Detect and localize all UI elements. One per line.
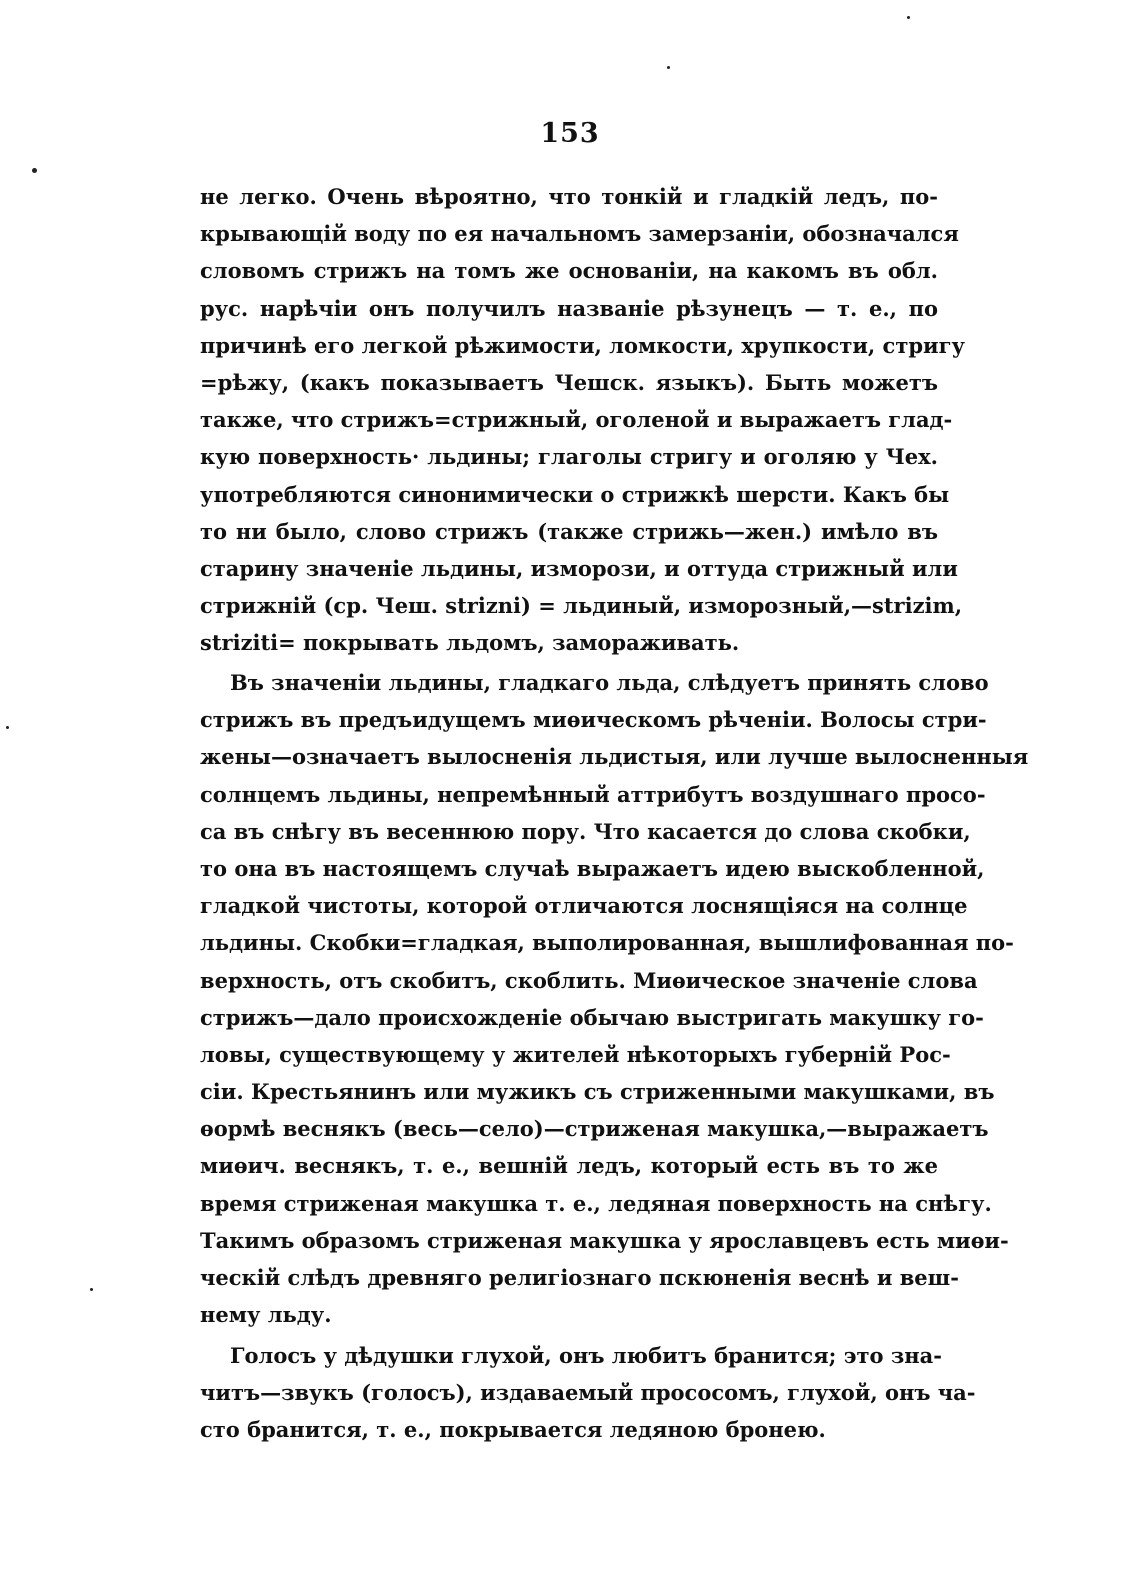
text-line: сто бранится, т. е., покрывается ледяною бронею. <box>200 1417 826 1443</box>
text-line: ловы, существующему у жителей нѣкоторыхъ губерній Рос- <box>200 1041 951 1067</box>
text-line: миѳич. веснякъ, т. е., вешній ледъ, который есть въ то же <box>200 1153 938 1179</box>
text-line: =рѣжу, (какъ показываетъ Чешск. языкъ). Быть можетъ <box>200 369 938 395</box>
text-line: стрижній (ср. Чеш. strizni) = льдиный, изморозный,—strizim, <box>200 593 963 619</box>
text-line: ческій слѣдъ древняго религіознаго пскюненія веснѣ и веш- <box>200 1265 959 1290</box>
text-line: время стриженая макушка т. е., ледяная поверхность на снѣгу. <box>200 1190 992 1216</box>
text-line: стрижъ въ предъидущемъ миѳическомъ рѣченіи. Волосы стри- <box>200 707 987 733</box>
text-line: льдины. Скобки=гладкая, выполированная, вышлифованная по- <box>200 930 1014 956</box>
text-line: то она въ настоящемъ случаѣ выражаетъ идею выскобленной, <box>200 855 985 881</box>
scan-speck <box>907 16 910 19</box>
text-line: то ни было, слово стрижъ (также стрижь—жен.) имѣло въ <box>200 518 938 544</box>
text-line: Такимъ образомъ стриженая макушка у ярославцевъ есть миѳи- <box>200 1227 1009 1253</box>
text-line: также, что стрижъ=стрижный, оголеной и выражаетъ глад- <box>200 407 953 433</box>
text-line: читъ—звукъ (голосъ), издаваемый прососомъ, глухой, онъ ча- <box>200 1380 976 1406</box>
scan-speck <box>32 168 37 173</box>
paragraph-2 <box>200 664 1029 1333</box>
text-line: солнцемъ льдины, непремѣнный аттрибутъ воздушнаго просо- <box>200 781 986 807</box>
scan-speck <box>667 66 670 69</box>
text-line: жены—означаетъ вылосненія льдистыя, или лучше вылосненныя <box>200 744 1029 770</box>
page-number: 153 <box>540 118 600 149</box>
text-line: са въ снѣгу въ весеннюю пору. Что касается до слова скобки, <box>200 818 971 844</box>
paragraph-1 <box>200 178 965 661</box>
text-line: кую поверхность· льдины; глаголы стригу и оголяю у Чех. <box>200 444 938 470</box>
text-line: гладкой чистоты, которой отличаются лоснящіяся на солнце <box>200 893 968 919</box>
text-line: употребляются синонимически о стрижкѣ шерсти. Какъ бы <box>200 481 950 507</box>
text-line: словомъ стрижъ на томъ же основаніи, на какомъ въ обл. <box>200 258 938 284</box>
text-line: крывающій воду по ея начальномъ замерзаніи, обозначался <box>200 221 959 247</box>
text-line: верхность, отъ скобитъ, скоблить. Миѳическое значеніе слова <box>200 967 978 993</box>
paragraph-3 <box>200 1337 976 1449</box>
text-line: рус. нарѣчіи онъ получилъ названіе рѣзунецъ — т. е., по <box>200 295 938 321</box>
text-line: не легко. Очень вѣроятно, что тонкій и гладкій ледъ, по- <box>200 184 938 209</box>
text-line: ѳормѣ веснякъ (весь—село)—стриженая макушка,—выражаетъ <box>200 1116 989 1142</box>
text-line: старину значеніе льдины, изморози, и оттуда стрижный или <box>200 555 958 581</box>
text-line: сіи. Крестьянинъ или мужикъ съ стриженными макушками, въ <box>200 1079 995 1105</box>
text-line: нему льду. <box>200 1302 332 1328</box>
text-line: стрижъ—дало происхожденіе обычаю выстригать макушку го- <box>200 1004 984 1030</box>
text-line: причинѣ его легкой рѣжимости, ломкости, хрупкости, стригу <box>200 332 965 358</box>
scan-speck <box>6 726 9 729</box>
text-line: Голосъ у дѣдушки глухой, онъ любитъ бранится; это зна- <box>230 1343 942 1368</box>
scan-speck <box>90 1288 93 1291</box>
text-line: Въ значеніи льдины, гладкаго льда, слѣдуетъ принять слово <box>230 670 989 695</box>
text-line: striziti= покрывать льдомъ, замораживать. <box>200 630 740 656</box>
